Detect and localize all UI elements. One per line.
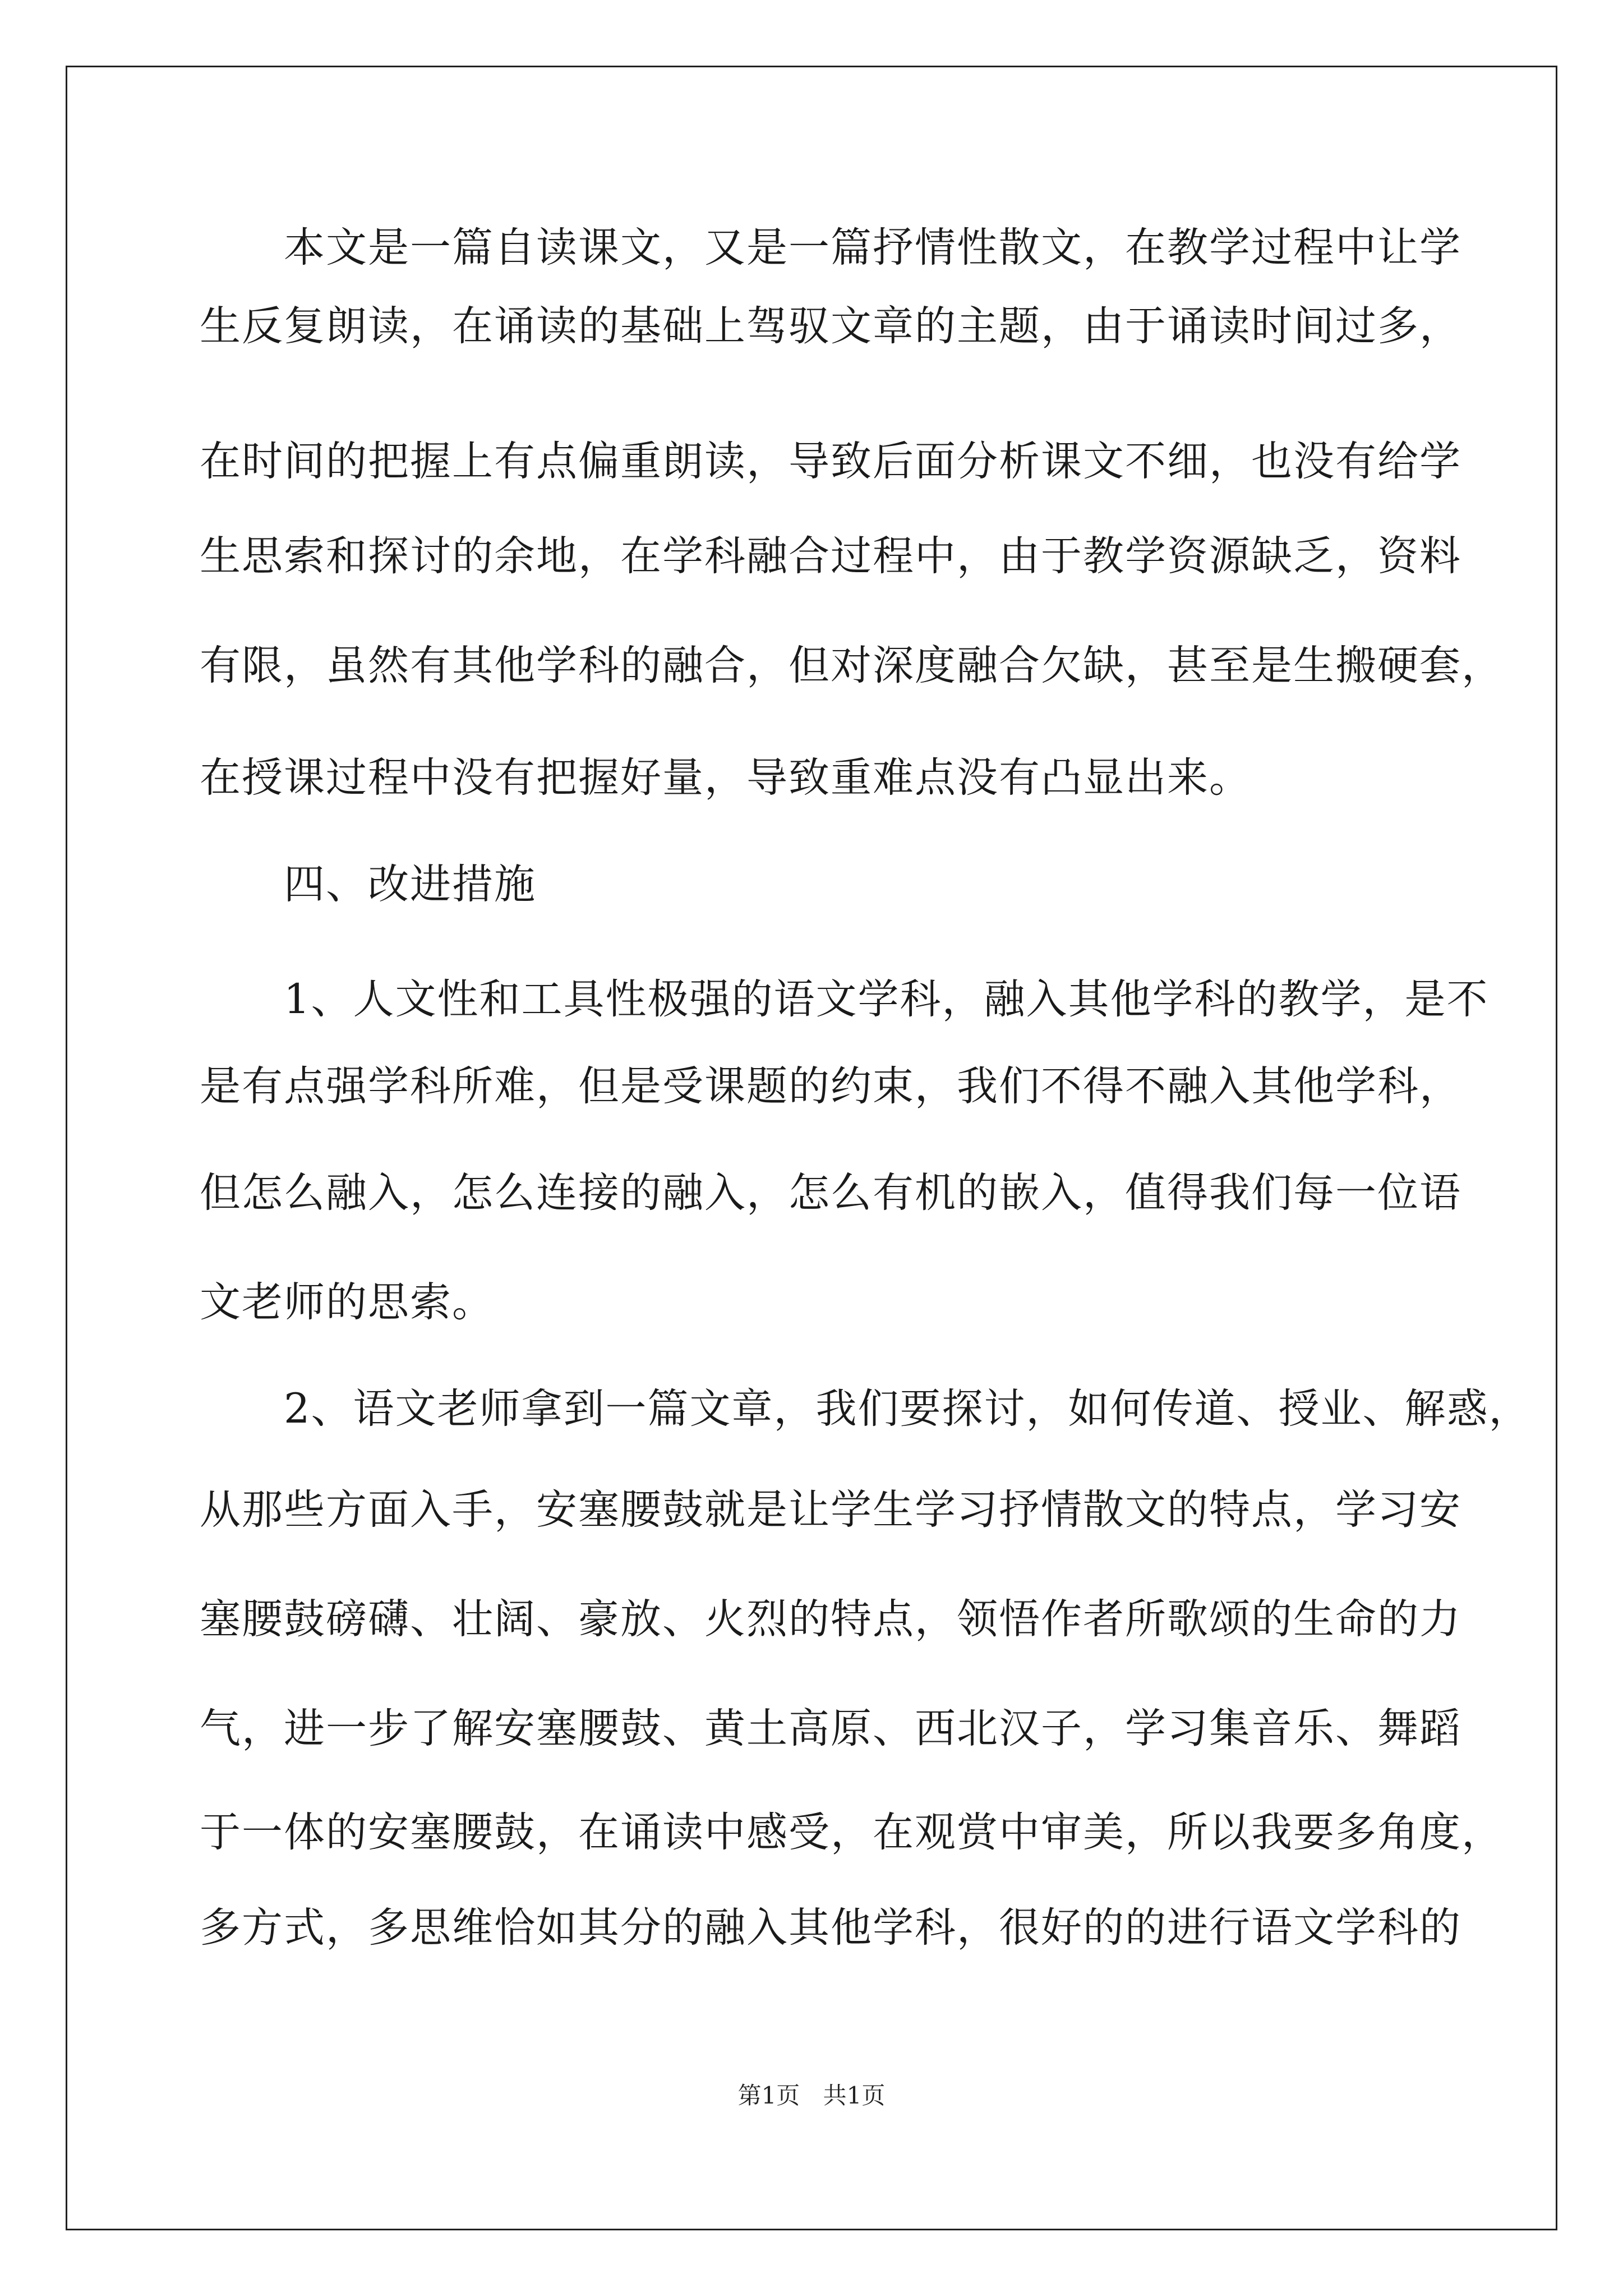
page-footer (0, 2077, 1623, 2111)
page-number: 第1页 (737, 2082, 800, 2109)
paragraph-line: 在授课过程中没有把握好量，导致重难点没有凸显出来。 (200, 754, 1251, 802)
page-total: 共1页 (823, 2082, 886, 2109)
paragraph-line: 于一体的安塞腰鼓，在诵读中感受，在观赏中审美，所以我要多角度， (200, 1809, 1504, 1856)
paragraph-line: 但怎么融入，怎么连接的融入，怎么有机的嵌入，值得我们每一位语 (200, 1169, 1461, 1217)
paragraph-line: 多方式，多思维恰如其分的融入其他学科，很好的的进行语文学科的 (200, 1904, 1461, 1952)
paragraph-line: 1、人文性和工具性极强的语文学科，融入其他学科的教学，是不 (200, 976, 1489, 1023)
paragraph-line: 2、语文老师拿到一篇文章，我们要探讨，如何传道、授业、解惑， (200, 1385, 1531, 1433)
paragraph-line: 在时间的把握上有点偏重朗读，导致后面分析课文不细，也没有给学 (200, 438, 1461, 485)
paragraph-line: 塞腰鼓磅礴、壮阔、豪放、火烈的特点，领悟作者所歌颂的生命的力 (200, 1595, 1461, 1643)
section-heading: 四、改进措施 (200, 861, 536, 908)
paragraph-line: 文老师的思索。 (200, 1278, 494, 1326)
paragraph-line: 气，进一步了解安塞腰鼓、黄土高原、西北汉子，学习集音乐、舞蹈 (200, 1705, 1461, 1752)
paragraph-line: 本文是一篇自读课文，又是一篇抒情性散文，在教学过程中让学 (200, 224, 1461, 272)
paragraph-line: 生思索和探讨的余地，在学科融合过程中，由于教学资源缺乏，资料 (200, 532, 1461, 580)
paragraph-line: 有限，虽然有其他学科的融合，但对深度融合欠缺，甚至是生搬硬套， (200, 642, 1504, 689)
paragraph-line: 是有点强学科所难，但是受课题的约束，我们不得不融入其他学科， (200, 1062, 1461, 1110)
paragraph-line: 从那些方面入手，安塞腰鼓就是让学生学习抒情散文的特点，学习安 (200, 1486, 1461, 1534)
paragraph-line: 生反复朗读，在诵读的基础上驾驭文章的主题，由于诵读时间过多， (200, 302, 1461, 350)
